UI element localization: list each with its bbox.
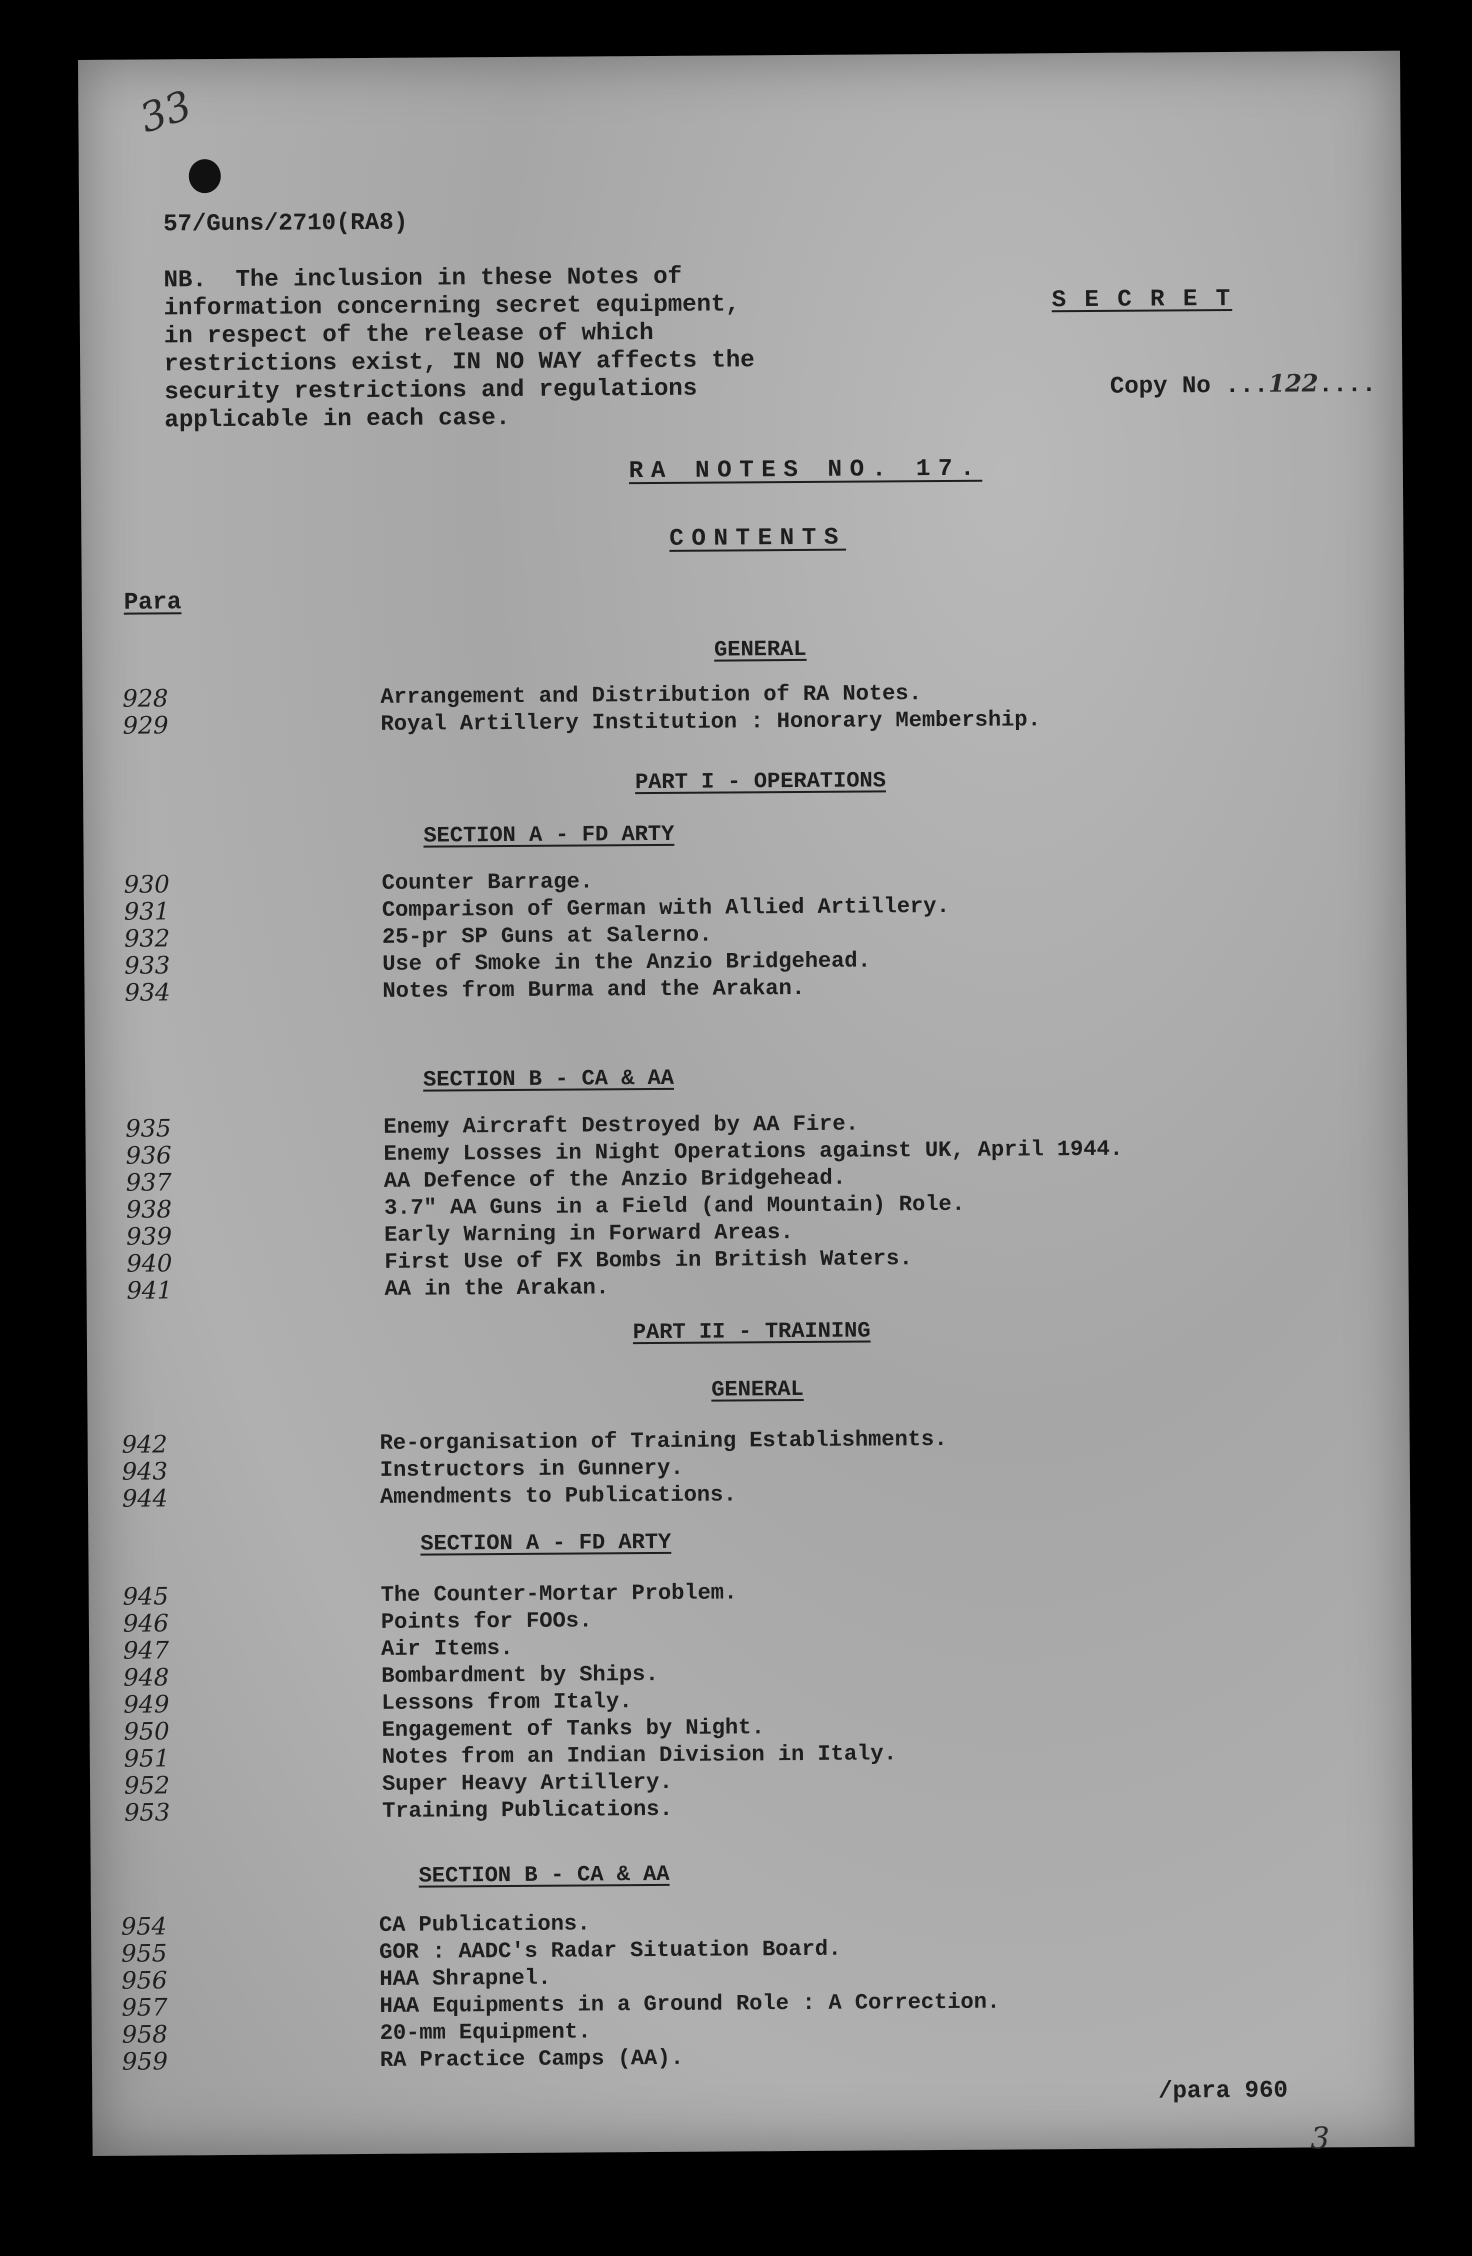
- training-general-heading: GENERAL: [711, 1376, 804, 1403]
- part-one-heading: PART I - OPERATIONS: [634, 768, 886, 796]
- item-title: GOR : AADC's Radar Situation Board.: [379, 1936, 842, 1965]
- corner-handwritten-note: 33: [134, 82, 198, 143]
- classification-label: S E C R E T: [1051, 285, 1233, 315]
- para-number: 955: [121, 1939, 168, 1968]
- training-section-a-list: [123, 1578, 898, 1826]
- contents-heading: CONTENTS: [669, 524, 847, 553]
- para-number: 939: [126, 1222, 173, 1251]
- para-number: 937: [125, 1168, 172, 1197]
- training-section-a-heading: SECTION A - FD ARTY: [420, 1529, 672, 1557]
- copy-number-handwritten: 122: [1268, 368, 1319, 398]
- para-number: 935: [125, 1114, 172, 1143]
- para-number: 942: [121, 1430, 168, 1459]
- item-title: First Use of FX Bombs in British Waters.: [384, 1246, 913, 1275]
- list-item: [127, 1271, 1124, 1305]
- para-number: 934: [124, 978, 171, 1007]
- part-two-heading: PART II - TRAINING: [632, 1318, 871, 1346]
- para-number: 954: [120, 1912, 167, 1941]
- nb-line: security restrictions and regulations: [164, 375, 698, 407]
- item-title: Notes from an Indian Division in Italy.: [381, 1741, 897, 1770]
- item-title: Bombardment by Ships.: [381, 1661, 659, 1689]
- item-title: HAA Equipments in a Ground Role : A Correction.: [379, 1989, 1001, 2019]
- para-number: 945: [122, 1582, 169, 1611]
- item-title: Notes from Burma and the Arakan.: [382, 975, 806, 1004]
- para-number: 941: [126, 1276, 173, 1305]
- para-number: 951: [123, 1744, 170, 1773]
- para-number: 943: [121, 1457, 168, 1486]
- copy-dots: ....: [1318, 371, 1377, 400]
- para-number: 952: [123, 1771, 170, 1800]
- operations-section-a-list: [124, 866, 951, 1007]
- document-page: [78, 51, 1415, 2156]
- list-item: [123, 706, 1041, 739]
- nb-line: information concerning secret equipment,: [163, 291, 740, 323]
- training-general-list: [122, 1426, 948, 1513]
- section-b-heading: SECTION B - CA & AA: [423, 1065, 675, 1093]
- item-title: HAA Shrapnel.: [379, 1965, 552, 1992]
- training-section-b-heading: SECTION B - CA & AA: [418, 1861, 670, 1889]
- para-number: 958: [121, 2020, 168, 2049]
- para-number: 930: [123, 870, 170, 899]
- item-title: 3.7" AA Guns in a Field (and Mountain) Role.: [383, 1191, 966, 1221]
- item-title: Use of Smoke in the Anzio Bridgehead.: [382, 948, 871, 977]
- para-number: 957: [121, 1993, 168, 2022]
- item-title: Early Warning in Forward Areas.: [384, 1220, 794, 1248]
- page-number: 3: [1310, 2121, 1330, 2157]
- continuation-note: /para 960: [1158, 2077, 1288, 2106]
- para-number: 947: [123, 1636, 170, 1665]
- para-number: 933: [124, 951, 171, 980]
- item-title: Lessons from Italy.: [381, 1689, 633, 1716]
- item-title: Amendments to Publications.: [379, 1482, 737, 1510]
- item-title: AA in the Arakan.: [384, 1275, 610, 1302]
- item-title: Engagement of Tanks by Night.: [381, 1715, 765, 1743]
- nb-line: in respect of the release of which: [163, 319, 654, 351]
- list-item: [124, 893, 950, 926]
- item-title: Training Publications.: [382, 1796, 673, 1824]
- item-title: Arrangement and Distribution of RA Notes.: [380, 681, 922, 710]
- document-title: RA NOTES NO. 17.: [628, 455, 983, 486]
- para-number: 950: [123, 1717, 170, 1746]
- item-title: Comparison of German with Allied Artillery.: [381, 893, 950, 923]
- item-title: RA Practice Camps (AA).: [379, 2045, 684, 2073]
- list-item: [122, 1426, 948, 1459]
- general-heading: GENERAL: [714, 636, 807, 663]
- para-number: 936: [125, 1141, 172, 1170]
- item-title: CA Publications.: [378, 1911, 591, 1938]
- para-number: 932: [124, 924, 171, 953]
- list-item: [124, 947, 950, 980]
- general-list: [122, 679, 1040, 739]
- copy-number-line: [1052, 341, 1376, 430]
- nb-note: [163, 263, 755, 435]
- item-title: AA Defence of the Anzio Bridgehead.: [383, 1165, 846, 1194]
- operations-section-b-list: [125, 1109, 1124, 1305]
- section-a-heading: SECTION A - FD ARTY: [423, 821, 675, 849]
- para-number: 949: [123, 1690, 170, 1719]
- para-number: 956: [121, 1966, 168, 1995]
- item-title: 25-pr SP Guns at Salerno.: [382, 922, 713, 950]
- list-item: [122, 2043, 1001, 2076]
- reference-number: 57/Guns/2710(RA8): [163, 209, 409, 239]
- para-number: 948: [123, 1663, 170, 1692]
- nb-line: restrictions exist, IN NO WAY affects the: [164, 347, 755, 379]
- training-section-b-list: [121, 1908, 1001, 2076]
- item-title: Royal Artillery Institution : Honorary Membership.: [380, 707, 1041, 737]
- list-item: [124, 1740, 897, 1772]
- list-item: [124, 1794, 897, 1826]
- para-number: 931: [123, 897, 170, 926]
- hole-punch: [189, 159, 221, 193]
- item-title: Enemy Losses in Night Operations against UK, April 1944.: [383, 1136, 1124, 1167]
- para-number: 959: [121, 2047, 168, 2076]
- item-title: Air Items.: [381, 1636, 514, 1662]
- item-title: 20-mm Equipment.: [379, 2019, 592, 2046]
- list-item: [124, 974, 950, 1007]
- nb-line: NB. The inclusion in these Notes of: [163, 263, 683, 295]
- para-column-label: Para: [123, 589, 182, 617]
- nb-line: applicable in each case.: [164, 404, 511, 435]
- list-item: [122, 1480, 948, 1513]
- para-number: 953: [124, 1798, 171, 1827]
- item-title: Enemy Aircraft Destroyed by AA Fire.: [383, 1111, 859, 1140]
- para-number: 929: [122, 711, 169, 740]
- item-title: Super Heavy Artillery.: [381, 1769, 673, 1797]
- para-number: 938: [125, 1195, 172, 1224]
- item-title: The Counter-Mortar Problem.: [380, 1580, 738, 1608]
- para-number: 944: [121, 1484, 168, 1513]
- item-title: Counter Barrage.: [381, 869, 594, 896]
- copy-label: Copy No ...: [1109, 372, 1269, 401]
- item-title: Points for FOOs.: [380, 1608, 593, 1635]
- para-number: 946: [122, 1609, 169, 1638]
- item-title: Instructors in Gunnery.: [379, 1455, 684, 1483]
- para-number: 928: [122, 684, 169, 713]
- para-number: 940: [126, 1249, 173, 1278]
- item-title: Re-organisation of Training Establishments.: [379, 1426, 948, 1456]
